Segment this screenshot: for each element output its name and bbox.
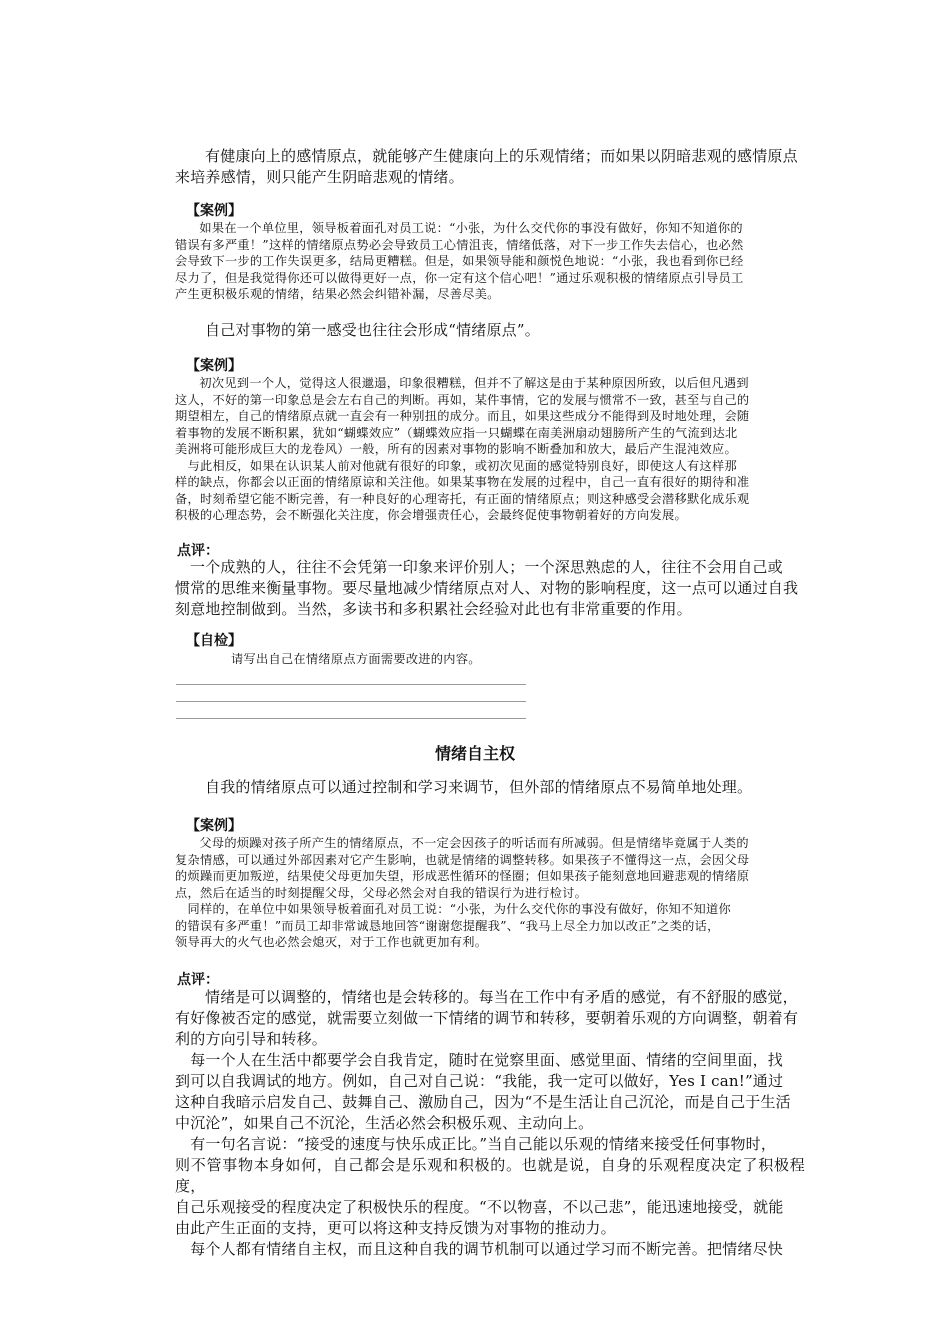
self-check-heading: 【自检】 — [186, 633, 242, 649]
answer-line-3[interactable] — [176, 718, 526, 719]
section-title: 情绪自主权 — [434, 744, 515, 763]
case-heading-1: 【案例】 — [186, 203, 242, 219]
answer-line-1[interactable] — [176, 684, 526, 685]
case-heading-3: 【案例】 — [186, 818, 242, 834]
case-text-2: 初次见到一个人，觉得这人很邋遢，印象很糟糕，但并不了解这是由于某种原因所致，以后但凡遇到 这人，不好的第一印象总是会左右自己的判断。再如，某件事情，它的发展与惯常不一致，甚至与自己的 期望相左，自己的情绪原点就一直会有一种别扭的成分。而且，如果这些成分不能得到及时地处理，会随 着事物的发展不断积累，犹如“蝴蝶效应”（蝴蝶效应指一只蝴蝶在南美洲扇动翅膀所产生的气流到达北 美洲将可能形成巨大的龙卷风）一般，所有的因素对事物的影响不断叠加和放大，最后产生混沌效应。 与此相反，如果在认识某人前对他就有很好的印象，或初次见面的感觉特别良好，即使这人有这样那 样的缺点，你都会以正面的情绪原谅和关注他。如果某事物在发展的过程中，自己一直有很好的期待和准 备，时刻希望它能不断完善，有一种良好的心理寄托，有正面的情绪原点；则这种感受会潜移默化成乐观 积极的心理态势，会不断强化关注度，你会增强责任心，会最终促使事物朝着好的方向发展。 — [175, 376, 750, 522]
paragraph-first-impression: 自己对事物的第一感受也往往会形成“情绪原点”。 — [205, 321, 540, 339]
self-check-prompt: 请写出自己在情绪原点方面需要改进的内容。 — [231, 652, 481, 666]
comment-text-2: 情绪是可以调整的，情绪也是会转移的。每当在工作中有矛盾的感觉，有不舒服的感觉， 有好像被否定的感觉，就需要立刻做一下情绪的调节和转移，要朝着乐观的方向调整，朝着有 利的方向引导和转移。 每一个人在生活中都要学会自我肯定，随时在觉察里面、感觉里面、情绪的空间里面，找 到可以自我调试的地方。例如，自己对自己说：“我能，我一定可以做好，Yes I can!”通过 这种自我暗示启发自己、鼓舞自己、激励自己，因为“不是生活让自己沉沦，而是自己于生活 中沉沦”，如果自己不沉沦，生活必然会积极乐观、主动向上。 有一句名言说：“接受的速度与快乐成正比。”当自己能以乐观的情绪来接受任何事物时， 则不管事物本身如何，自己都会是乐观和积极的。也就是说，自身的乐观程度决定了积极程度， 自己乐观接受的程度决定了积极快乐的程度。“不以物喜，不以己悲”，能迅速地接受，就能 由此产生正面的支持，更可以将这种支持反馈为对事物的推动力。 每个人都有情绪自主权，而且这种自我的调节机制可以通过学习而不断完善。把情绪尽快 — [175, 988, 805, 1258]
paragraph-self-regulation: 自我的情绪原点可以通过控制和学习来调节，但外部的情绪原点不易简单地处理。 — [205, 778, 753, 796]
answer-line-2[interactable] — [176, 701, 526, 702]
case-heading-2: 【案例】 — [186, 358, 242, 374]
comment-text-1: 一个成熟的人，往往不会凭第一印象来评价别人；一个深思熟虑的人，往往不会用自己或 惯常的思维来衡量事物。要尽量地减少情绪原点对人、对物的影响程度，这一点可以通过自我 刻意地控制做到。当然，多读书和多积累社会经验对此也有非常重要的作用。 — [175, 558, 799, 618]
comment-heading-2: 点评： — [177, 972, 219, 988]
case-text-3: 父母的烦躁对孩子所产生的情绪原点，不一定会因孩子的听话而有所减弱。但是情绪毕竟属于人类的 复杂情感，可以通过外部因素对它产生影响，也就是情绪的调整转移。如果孩子不懂得这一点，会因父母 的烦躁而更加叛逆，结果使父母更加失望，形成恶性循环的怪圈；但如果孩子能刻意地回避悲观的情绪原 点，然后在适当的时刻提醒父母，父母必然会对自我的错误行为进行检讨。 同样的，在单位中如果领导板着面孔对员工说：“小张，为什么交代你的事没有做好，你知不知道你 的错误有多严重！”而员工却非常诚恳地回答“谢谢您提醒我”、“我马上尽全力加以改正”之类的话， 领导再大的火气也必然会熄灭，对于工作也就更加有利。 — [175, 836, 750, 949]
comment-heading-1: 点评： — [177, 543, 219, 559]
case-text-1: 如果在一个单位里，领导板着面孔对员工说：“小张，为什么交代你的事没有做好，你知不知道你的 错误有多严重！”这样的情绪原点势必会导致员工心情沮丧，情绪低落，对下一步工作失去信心，也必然 会导致下一步的工作失误更多，结局更糟糕。但是，如果领导能和颜悦色地说：“小张，我也看到你已经 尽力了，但是我觉得你还可以做得更好一点，你一定有这个信心吧！”通过乐观积极的情绪原点引导员工 产生更积极乐观的情绪，结果必然会纠错补漏，尽善尽美。 — [175, 221, 744, 301]
paragraph-intro: 有健康向上的感情原点，就能够产生健康向上的乐观情绪；而如果以阴暗悲观的感情原点 来培养感情，则只能产生阴暗悲观的情绪。 — [175, 147, 798, 186]
